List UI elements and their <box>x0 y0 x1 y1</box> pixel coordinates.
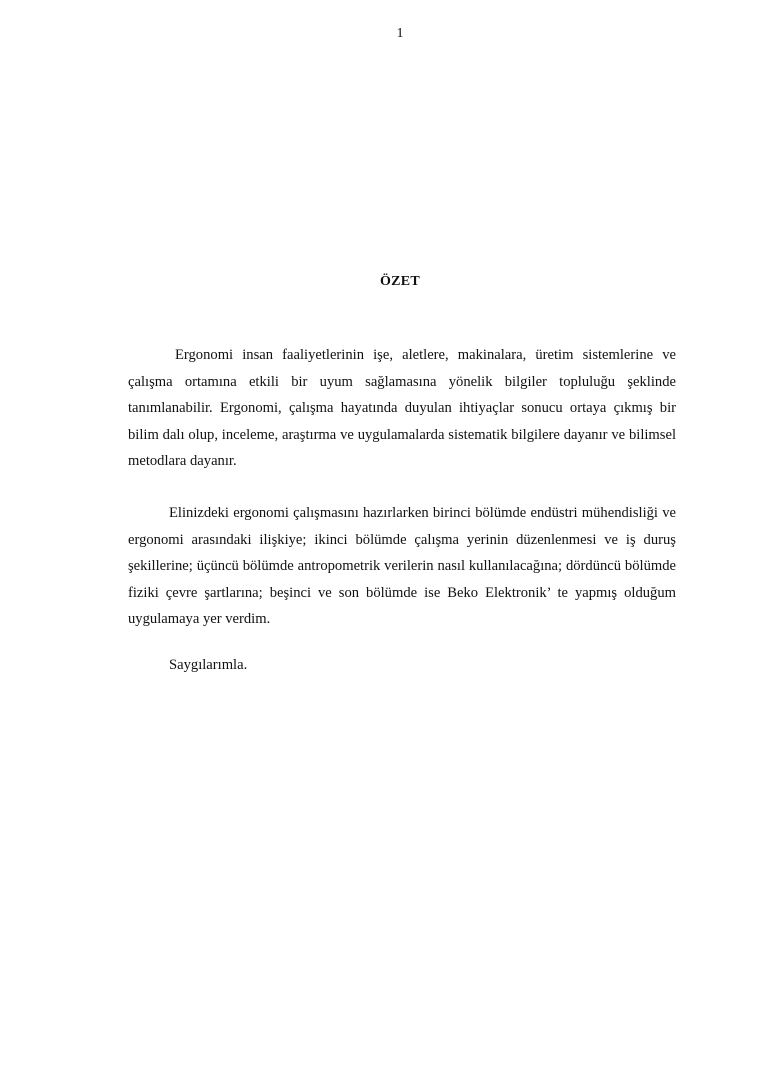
paragraph-contents: Elinizdeki ergonomi çalışmasını hazırlarken birinci bölümde endüstri mühendisliği ve ergonomi arasındaki ilişkiye; ikinci bölümde çalışma yerinin düzenlenmesi ve iş duruş şekillerine; üçüncü bölümde antropometrik verilerin nasıl kullanılacağına; dördüncü bölümde fiziki çevre şartlarına; beşinci ve son bölümde ise Beko Elektronik’ te yapmış olduğum uygulamaya yer verdim. <box>128 505 676 627</box>
paragraph-closing: Saygılarımla. <box>169 657 248 673</box>
paragraph-intro: Ergonomi insan faaliyetlerinin işe, aletlere, makinalara, üretim sistemlerine ve çalışma ortamına etkili bir uyum sağlamasına yönelik bilgiler topluluğu şeklinde tanımlanabilir. Ergonomi, çalışma hayatında duyulan ihtiyaçlar sonucu ortaya çıkmış bir bilim dalı olup, inceleme, araştırma ve uygulamalarda sistematik bilgilere dayanır ve bilimsel metodlara dayanır. <box>128 347 676 469</box>
page-number: 1 <box>396 26 404 41</box>
page-title: ÖZET <box>379 274 421 289</box>
